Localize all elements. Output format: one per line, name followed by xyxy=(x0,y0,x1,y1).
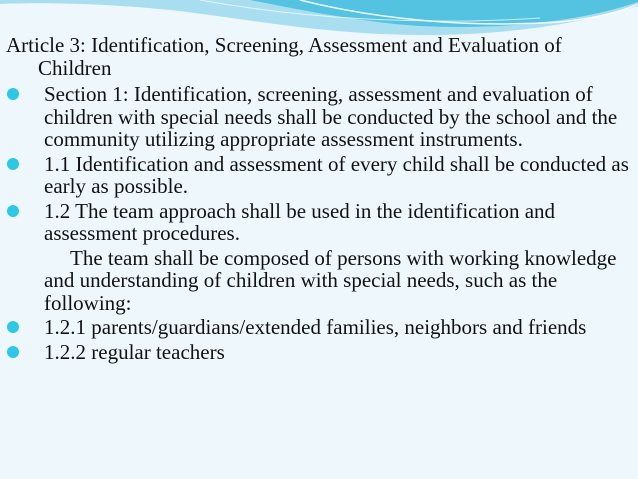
item-text-section-1: Section 1: Identification, screening, assessment and evaluation of children with special needs shall be conducted by the school and the community utilizing appropriate assessment instruments. xyxy=(44,82,618,151)
list-item xyxy=(6,153,634,198)
bullet-icon xyxy=(7,346,19,358)
bullet-icon xyxy=(7,88,19,100)
list-item xyxy=(6,316,634,339)
list-item xyxy=(6,83,634,151)
bullet-icon xyxy=(7,158,19,170)
item-text-1-2-2: 1.2.2 regular teachers xyxy=(44,339,225,364)
slide-content xyxy=(6,34,634,365)
bullet-icon xyxy=(7,205,19,217)
bullet-icon xyxy=(7,321,19,333)
item-text-1-2-1: 1.2.1 parents/guardians/extended families, neighbors and friends xyxy=(44,315,587,339)
item-text-1-2: 1.2 The team approach shall be used in the identification and assessment procedures. xyxy=(44,198,556,245)
list-item xyxy=(6,200,634,245)
article-heading: Article 3: Identification, Screening, Assessment and Evaluation of Children xyxy=(6,33,562,80)
team-composition-paragraph: The team shall be composed of persons with working knowledge and understanding of children with special needs, such as the following: xyxy=(44,245,617,315)
list-item xyxy=(6,341,634,364)
item-text-1-1: 1.1 Identification and assessment of every child shall be conducted as early as possible. xyxy=(44,151,629,198)
